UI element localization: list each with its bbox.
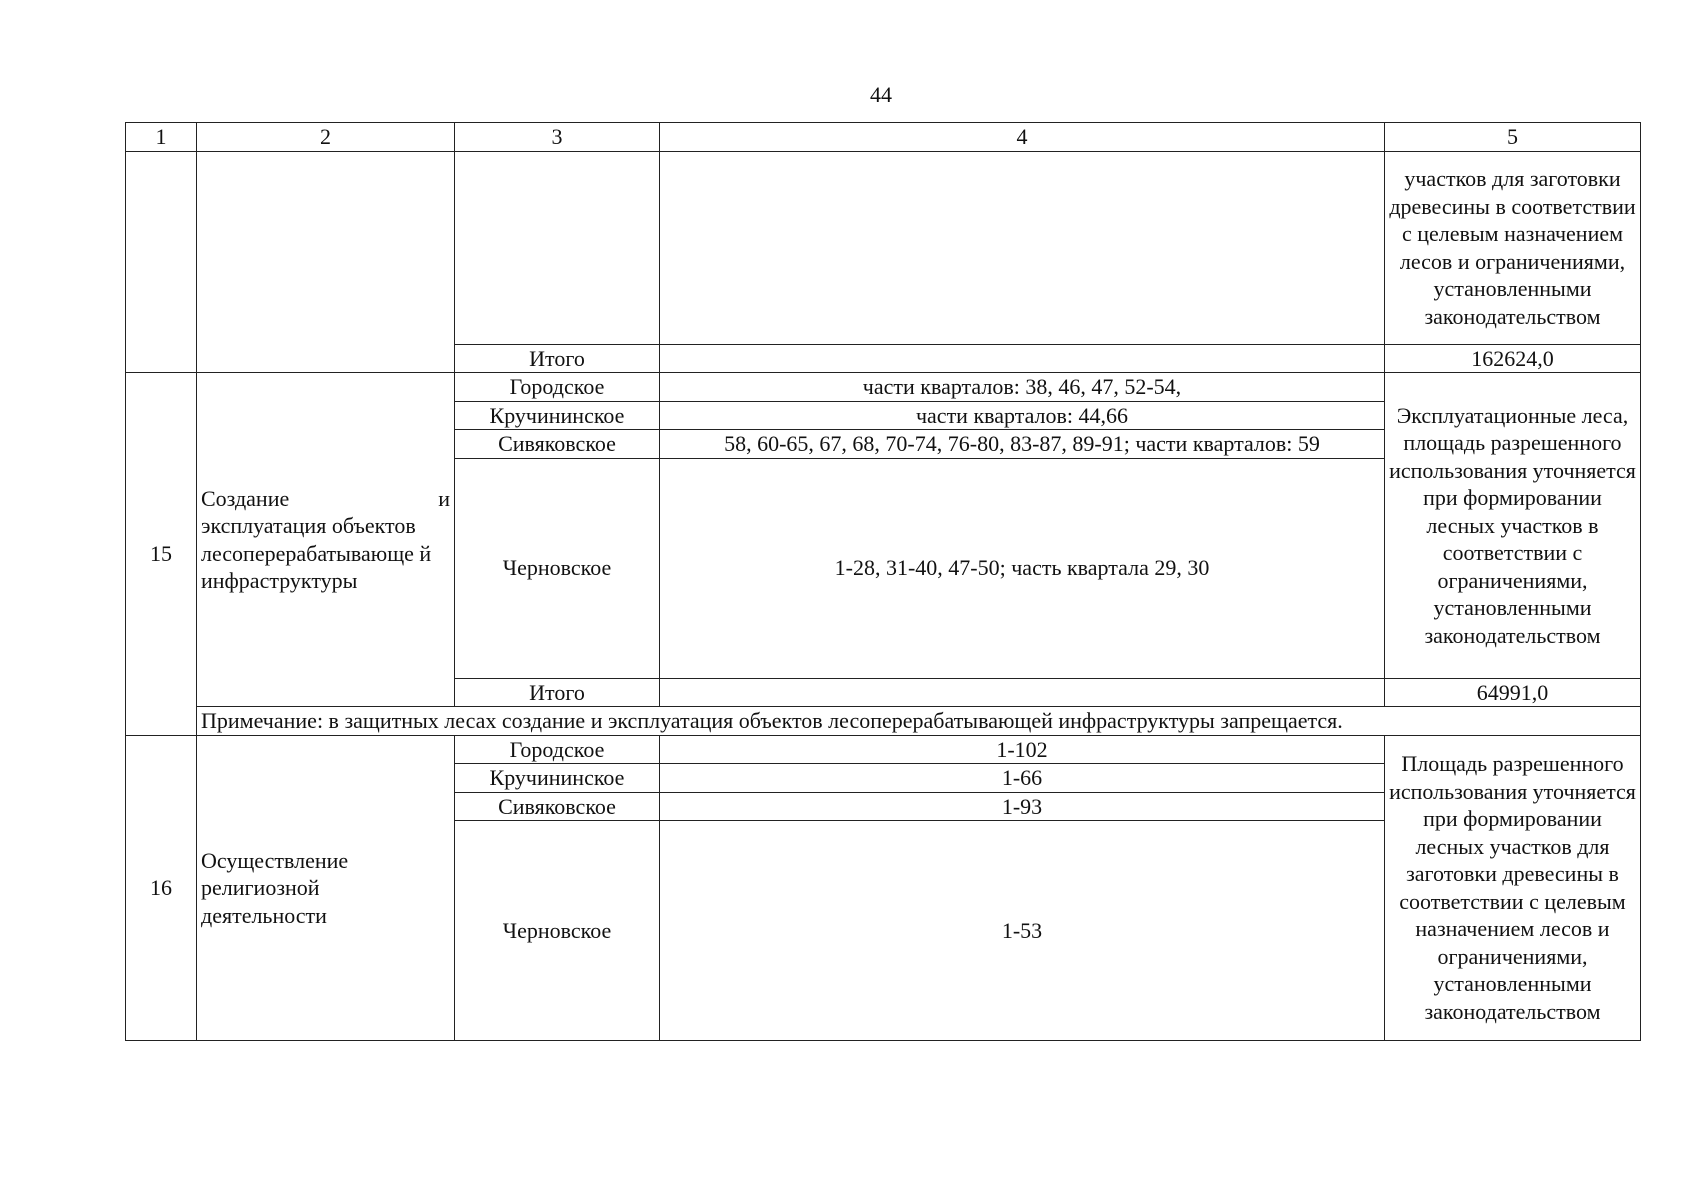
row16-forestry-name: Черновское (455, 821, 660, 1041)
row15-name (197, 373, 455, 707)
cont-restriction-text: участков для заготовки древесины в соответствии с целевым назначением лесов и ограничениями, установленными законодательством (1385, 151, 1641, 344)
row15-forestry-name: Кручининское (455, 401, 660, 430)
cont-total-value: 162624,0 (1385, 344, 1641, 373)
forest-use-table (125, 122, 1641, 1041)
row15-forestry-name: Черновское (455, 458, 660, 678)
row16-forestry-name: Кручининское (455, 764, 660, 793)
row15-name-word-2: и (438, 485, 450, 511)
row15-total-value: 64991,0 (1385, 678, 1641, 707)
cont-quarters-cell (660, 151, 1385, 344)
cont-forestry-cell (455, 151, 660, 344)
row16-forestry-quarters: 1-102 (660, 735, 1385, 764)
row15-forestry-name: Городское (455, 373, 660, 402)
row16-restriction-text: Площадь разрешенного использования уточняется при формировании лесных участков для заготовки древесины в соответствии с целевым назначением лесов и ограничениями, установленными законодательством (1385, 735, 1641, 1041)
row15-forestry-1 (126, 373, 1641, 402)
header-col-2: 2 (197, 123, 455, 152)
row16-forestry-quarters: 1-53 (660, 821, 1385, 1041)
cont-number-cell (126, 151, 197, 373)
header-col-4: 4 (660, 123, 1385, 152)
row16-name: Осуществление религиозной деятельности (197, 735, 455, 1041)
header-col-3: 3 (455, 123, 660, 152)
row16-number: 16 (126, 735, 197, 1041)
cont-total-label: Итого (455, 344, 660, 373)
row15-name-rest: эксплуатация объектов лесоперерабатывающе й инфраструктуры (201, 513, 432, 593)
row15-forestry-quarters: части кварталов: 38, 46, 47, 52-54, (660, 373, 1385, 402)
cont-name-cell (197, 151, 455, 373)
row15-note-row (126, 707, 1641, 736)
row15-note: Примечание: в защитных лесах создание и эксплуатация объектов лесоперерабатывающей инфраструктуры запрещается. (197, 707, 1641, 736)
header-col-1: 1 (126, 123, 197, 152)
row15-forestry-name: Сивяковское (455, 430, 660, 459)
row15-number: 15 (126, 373, 197, 736)
continuation-row (126, 151, 1641, 344)
row16-forestry-quarters: 1-66 (660, 764, 1385, 793)
row15-total-empty (660, 678, 1385, 707)
page-number: 44 (870, 82, 892, 107)
row15-total-label: Итого (455, 678, 660, 707)
cont-total-empty (660, 344, 1385, 373)
row16-forestry-quarters: 1-93 (660, 792, 1385, 821)
row16-forestry-name: Городское (455, 735, 660, 764)
row16-forestry-name: Сивяковское (455, 792, 660, 821)
header-row (126, 123, 1641, 152)
row15-forestry-quarters: части кварталов: 44,66 (660, 401, 1385, 430)
row15-forestry-quarters: 1-28, 31-40, 47-50; часть квартала 29, 30 (660, 458, 1385, 678)
header-col-5: 5 (1385, 123, 1641, 152)
row15-restriction-text: Эксплуатационные леса, площадь разрешенного использования уточняется при формировании лесных участков в соответствии с ограничениями, установленными законодательством (1385, 373, 1641, 679)
row15-forestry-quarters: 58, 60-65, 67, 68, 70-74, 76-80, 83-87, 89-91; части кварталов: 59 (660, 430, 1385, 459)
row15-name-word-1: Создание (201, 485, 290, 511)
row16-forestry-1 (126, 735, 1641, 764)
